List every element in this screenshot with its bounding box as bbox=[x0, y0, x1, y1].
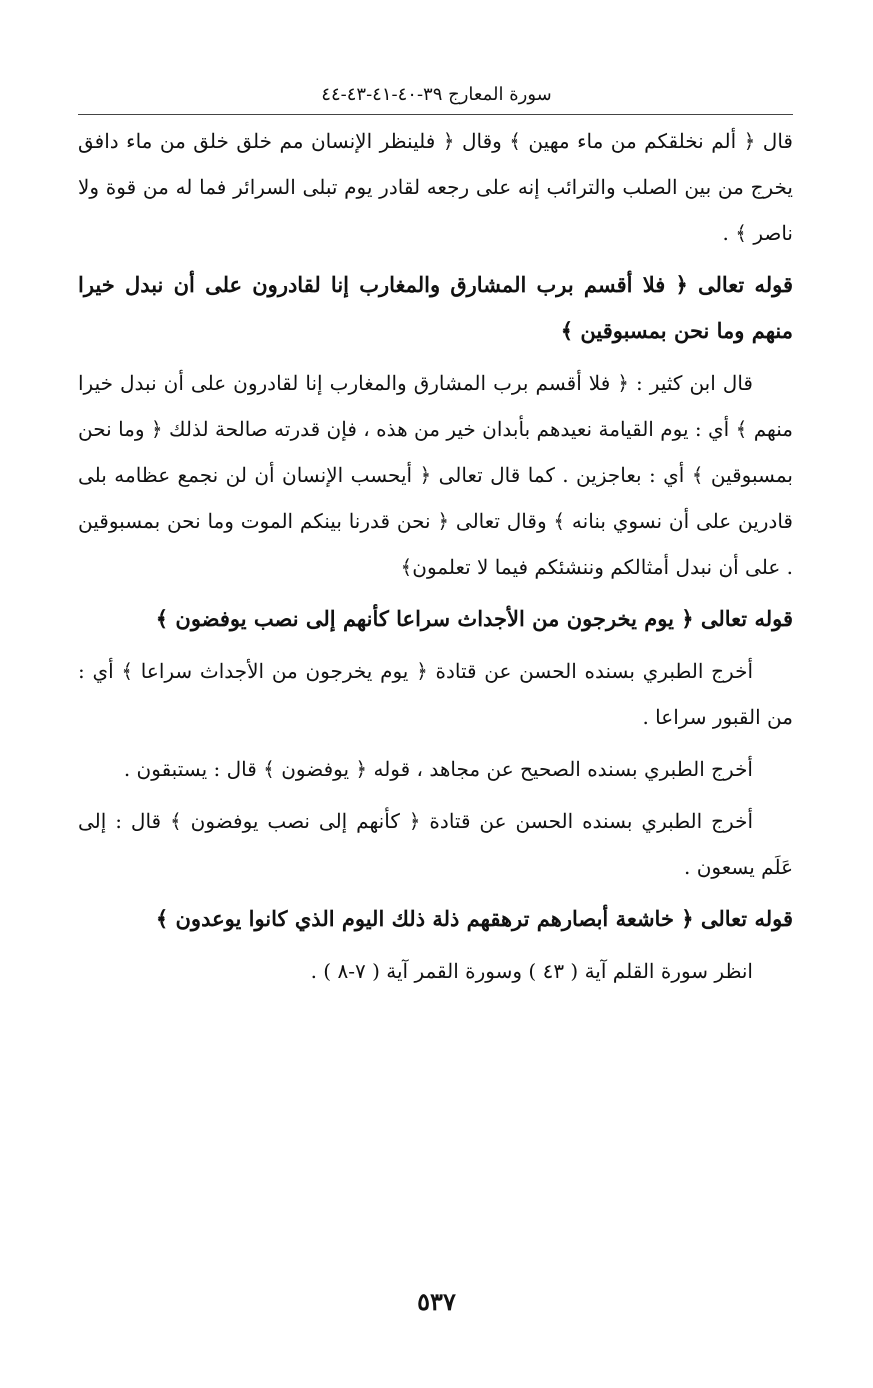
paragraph-intro-verses: قال ﴿ ألم نخلقكم من ماء مهين ﴾ وقال ﴿ فلينظر الإنسان مم خلق خلق من ماء دافق يخرج من بين الصلب والترائب إنه على رجعه لقادر يوم تبلى السرائر فما له من قوة ولا ناصر ﴾ . bbox=[78, 129, 793, 245]
page-number: ٥٣٧ bbox=[417, 1287, 456, 1316]
paragraph-ibn-kathir: قال ابن كثير : ﴿ فلا أقسم برب المشارق والمغارب إنا لقادرون على أن نبدل خيرا منهم ﴾ أي : يوم القيامة نعيدهم بأبدان خير من هذه ، فإن قدرته صالحة لذلك ﴿ وما نحن بمسبوقين ﴾ أي : بعاجزين . كما قال تعالى ﴿ أيحسب الإنسان أن لن نجمع عظامه بلى قادرين على أن نسوي بنانه ﴾ وقال تعالى ﴿ نحن قدرنا بينكم الموت وما نحن بمسبوقين . على أن نبدل أمثالكم وننشئكم فيما لا تعلمون﴾ bbox=[78, 371, 793, 579]
header-rule bbox=[78, 114, 793, 115]
verse-heading-mashariq: قوله تعالى ﴿ فلا أقسم برب المشارق والمغارب إنا لقادرون على أن نبدل خيرا منهم وما نحن بمسبوقين ﴾ bbox=[78, 272, 793, 343]
verse-heading-ajdath: قوله تعالى ﴿ يوم يخرجون من الأجداث سراعا كأنهم إلى نصب يوفضون ﴾ bbox=[155, 606, 793, 631]
page-body bbox=[78, 118, 793, 1000]
paragraph-tabari-mujahid: أخرج الطبري بسنده الصحيح عن مجاهد ، قوله ﴿ يوفضون ﴾ قال : يستبقون . bbox=[123, 757, 753, 781]
paragraph-cross-reference: انظر سورة القلم آية ( ٤٣ ) وسورة القمر آية ( ٧-٨ ) . bbox=[310, 959, 753, 983]
running-header: سورة المعارج ٣٩-٤٠-٤١-٤٣-٤٤ bbox=[321, 84, 552, 105]
paragraph-tabari-qatada-2: أخرج الطبري بسنده الحسن عن قتادة ﴿ كأنهم إلى نصب يوفضون ﴾ قال : إلى عَلَم يسعون . bbox=[78, 809, 793, 879]
paragraph-tabari-qatada-1: أخرج الطبري بسنده الحسن عن قتادة ﴿ يوم يخرجون من الأجداث سراعا ﴾ أي : من القبور سراعا . bbox=[78, 659, 793, 729]
verse-heading-khashia: قوله تعالى ﴿ خاشعة أبصارهم ترهقهم ذلة ذلك اليوم الذي كانوا يوعدون ﴾ bbox=[155, 906, 793, 931]
